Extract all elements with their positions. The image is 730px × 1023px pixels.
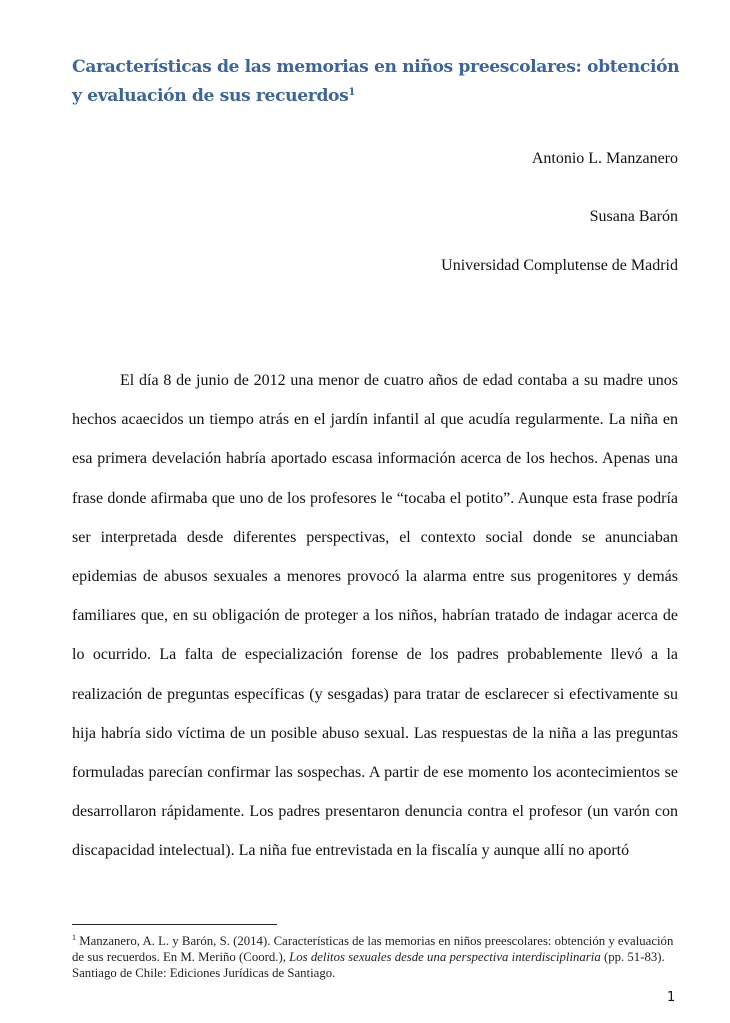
title-text: Características de las memorias en niños preescolares: obtención y evaluación de sus recuerdos xyxy=(72,56,680,106)
footnote-book-title: Los delitos sexuales desde una perspectiva interdisciplinaria xyxy=(289,950,601,964)
footnote-text-end: (pp. 51-83). Santiago de Chile: Ediciones Jurídicas de Santiago. xyxy=(72,950,665,980)
footnote-text: Manzanero, A. L. y Barón, S. (2014). Características de las memorias en niños preescolares: obtención y evaluación de sus recuerdos. En M. Meriño (Coord.), xyxy=(72,934,674,964)
title-footnote-mark: 1 xyxy=(348,86,355,98)
document-title xyxy=(72,54,682,109)
page-number: 1 xyxy=(667,990,676,1005)
body-paragraph: El día 8 de junio de 2012 una menor de cuatro años de edad contaba a su madre unos hechos acaecidos un tiempo atrás en el jardín infantil al que acudía regularmente. La niña en esa primera develación habría aportado escasa información acerca de los hechos. Apenas una frase donde afirmaba que uno de los profesores le “tocaba el potito”. Aunque esta frase podría ser interpretada desde diferentes perspectivas, el contexto social donde se anunciaban epidemias de abusos sexuales a menores provocó la alarma entre sus progenitores y demás familiares que, en su obligación de proteger a los niños, habrían tratado de indagar acerca de lo ocurrido. La falta de especialización forense de los padres probablemente llevó a la realización de preguntas específicas (y sesgadas) para tratar de esclarecer si efectivamente su hija habría sido víctima de un posible abuso sexual. Las respuestas de la niña a las preguntas formuladas parecían confirmar las sospechas. A partir de ese momento los acontecimientos se desarrollaron rápidamente. Los padres presentaron denuncia contra el profesor (un varón con discapacidad intelectual). La niña fue entrevistada en la fiscalía y aunque allí no aportó xyxy=(72,372,678,860)
author-2: Susana Barón xyxy=(589,208,678,225)
footnote xyxy=(72,930,682,981)
footnote-mark: 1 xyxy=(72,933,76,942)
affiliation: Universidad Complutense de Madrid xyxy=(441,257,678,274)
author-1: Antonio L. Manzanero xyxy=(531,150,678,167)
footnote-separator xyxy=(72,924,277,925)
